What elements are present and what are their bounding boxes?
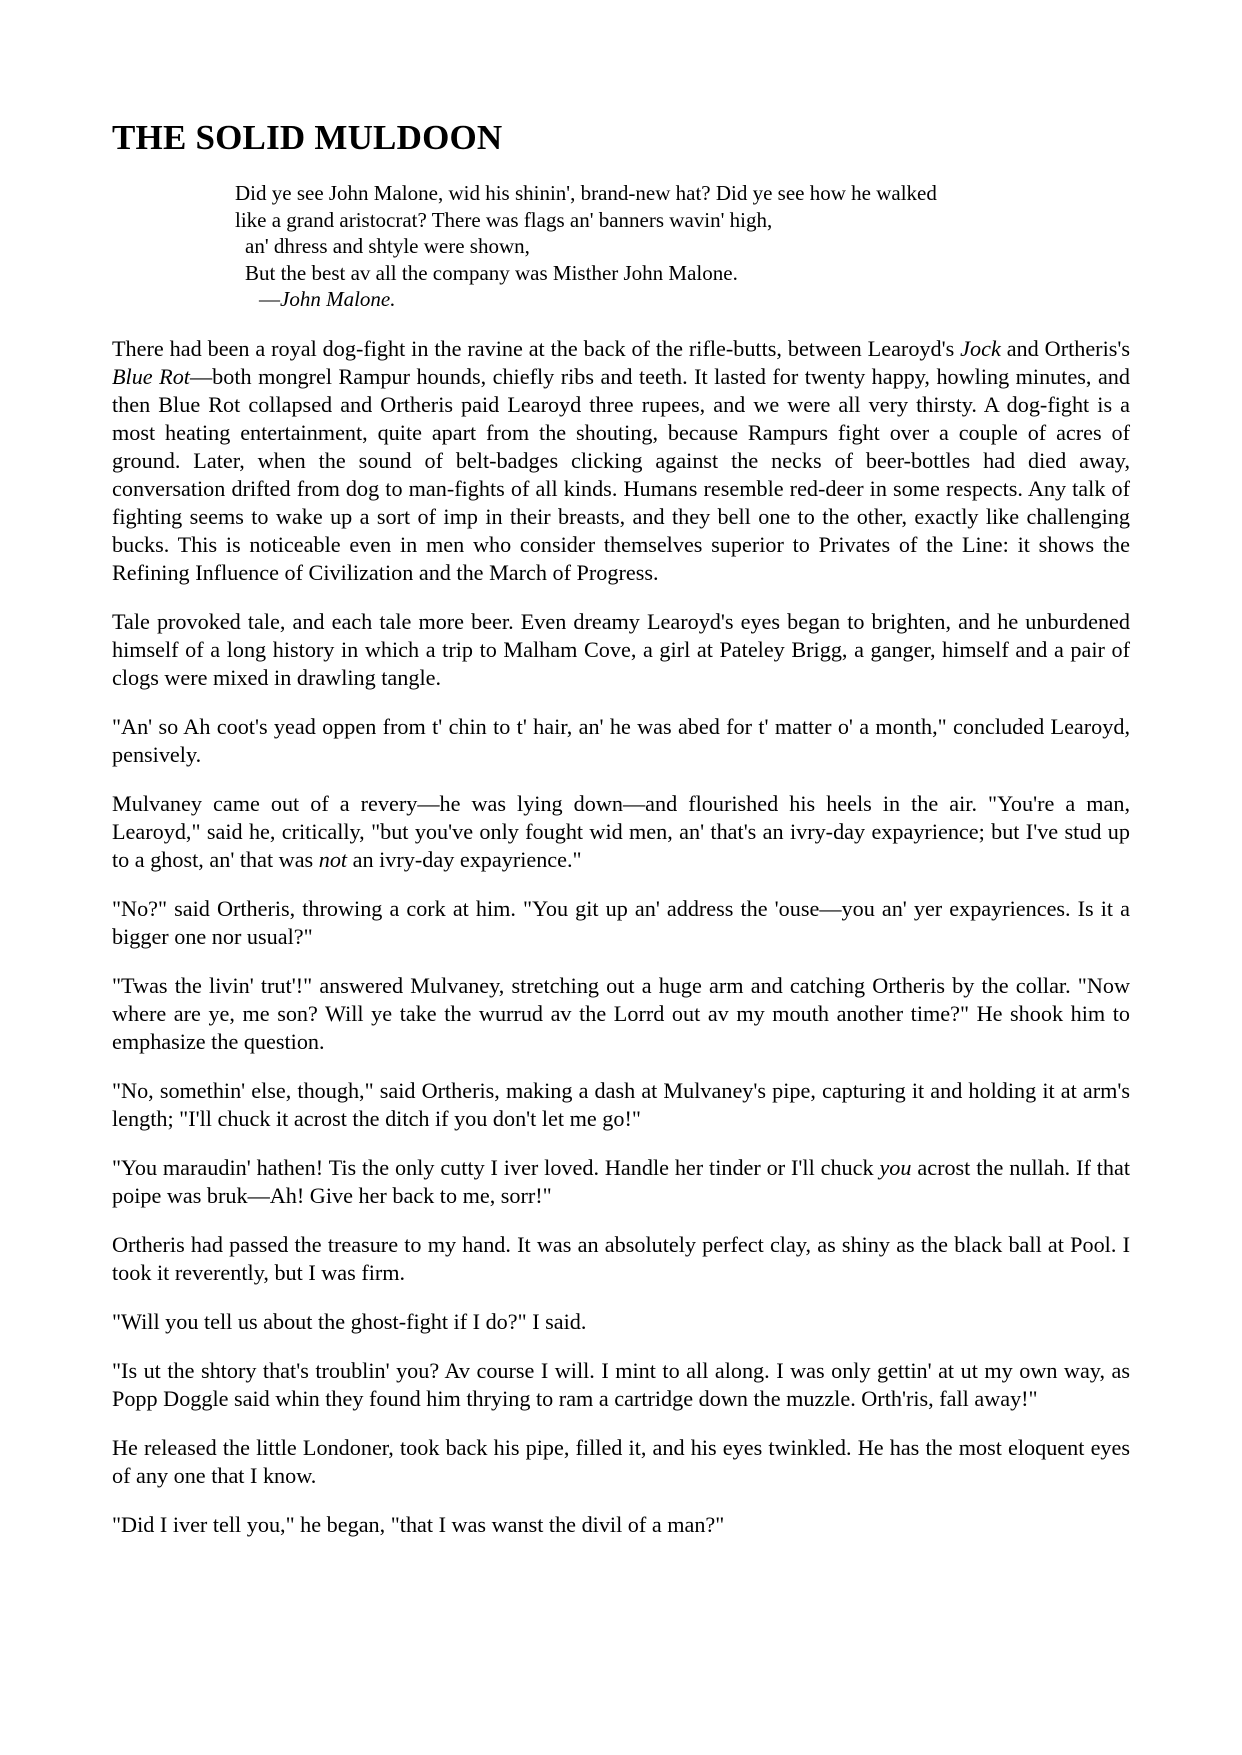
paragraph	[112, 335, 1130, 587]
paragraph-text: "You maraudin' hathen! Tis the only cutty I iver loved. Handle her tinder or I'll chuck	[112, 1154, 880, 1180]
epigraph-line: like a grand aristocrat? There was flags an' banners wavin' high,	[235, 207, 773, 232]
paragraph-text: Mulvaney came out of a revery—he was lying down—and flourished his heels in the air. "You're a man, Learoyd," said he, critically, "but you've only fought wid men, an' that's an ivry-day expayrience; but I've stud up to a ghost, an' that was	[112, 790, 1130, 872]
epigraph-line: an' dhress and shtyle were shown,	[245, 234, 530, 258]
paragraph	[112, 1308, 1130, 1336]
epigraph	[235, 180, 1130, 313]
epigraph-attribution	[235, 286, 1130, 313]
paragraph-text: "Did I iver tell you," he began, "that I was wanst the divil of a man?"	[112, 1511, 725, 1537]
paragraph	[112, 1434, 1130, 1490]
paragraph	[112, 608, 1130, 692]
paragraph	[112, 1154, 1130, 1210]
paragraph-text: "No, somethin' else, though," said Ortheris, making a dash at Mulvaney's pipe, capturing it and holding it at arm's length; "I'll chuck it acrost the ditch if you don't let me go!"	[112, 1077, 1130, 1131]
attribution-title: John Malone.	[280, 287, 396, 311]
paragraph-text: acrost the nullah. If that poipe was bruk—Ah! Give her back to me, sorr!"	[112, 1154, 1130, 1208]
dog-name: Blue Rot	[112, 363, 190, 389]
attribution-dash: —	[259, 287, 280, 311]
paragraph	[112, 1357, 1130, 1413]
paragraph	[112, 713, 1130, 769]
paragraph-text: "An' so Ah coot's yead oppen from t' chin to t' hair, an' he was abed for t' matter o' a month," concluded Learoyd, pensively.	[112, 713, 1130, 767]
emphasis: not	[318, 846, 348, 872]
paragraph-text: "Twas the livin' trut'!" answered Mulvaney, stretching out a huge arm and catching Ortheris by the collar. "Now where are ye, me son? Will ye take the wurrud av the Lorrd out av my mouth another time?" He shook him to emphasize the question.	[112, 972, 1130, 1054]
paragraph	[112, 790, 1130, 874]
paragraph	[112, 972, 1130, 1056]
paragraph-text: Tale provoked tale, and each tale more beer. Even dreamy Learoyd's eyes began to brighten, and he unburdened himself of a long history in which a trip to Malham Cove, a girl at Pateley Brigg, a ganger, himself and a pair of clogs were mixed in drawling tangle.	[112, 608, 1130, 690]
paragraph-text: "Will you tell us about the ghost-fight if I do?" I said.	[112, 1308, 587, 1334]
dog-name: Jock	[960, 335, 1001, 361]
epigraph-line: Did ye see John Malone, wid his shinin', brand-new hat? Did ye see how he walked	[235, 181, 937, 205]
paragraph-text: There had been a royal dog-fight in the ravine at the back of the rifle-butts, between Learoyd's	[112, 335, 961, 361]
epigraph-line: But the best av all the company was Misther John Malone.	[245, 260, 738, 285]
paragraph	[112, 1077, 1130, 1133]
paragraph-text: Ortheris had passed the treasure to my hand. It was an absolutely perfect clay, as shiny as the black ball at Pool. I took it reverently, but I was firm.	[112, 1231, 1130, 1285]
paragraph-text: "No?" said Ortheris, throwing a cork at him. "You git up an' address the 'ouse—you an' yer expayriences. Is it a bigger one nor usual?"	[112, 895, 1130, 949]
paragraph	[112, 1231, 1130, 1287]
paragraph-text: an ivry-day expayrience."	[347, 846, 582, 872]
paragraph-text: He released the little Londoner, took back his pipe, filled it, and his eyes twinkled. He has the most eloquent eyes of any one that I know.	[112, 1434, 1130, 1488]
paragraph-text: —both mongrel Rampur hounds, chiefly ribs and teeth. It lasted for twenty happy, howling minutes, and then Blue Rot collapsed and Ortheris paid Learoyd three rupees, and we were all very thirsty. A dog-fight is a most heating entertainment, quite apart from the shouting, because Rampurs fight over a couple of acres of ground. Later, when the sound of belt-badges clicking against the necks of beer-bottles had died away, conversation drifted from dog to man-fights of all kinds. Humans resemble red-deer in some respects. Any talk of fighting seems to wake up a sort of imp in their breasts, and they bell one to the other, exactly like challenging bucks. This is noticeable even in men who consider themselves superior to Privates of the Line: it shows the Refining Influence of Civilization and the March of Progress.	[112, 363, 1130, 585]
paragraph-text: and Ortheris's	[1000, 335, 1131, 361]
paragraph	[112, 895, 1130, 951]
document-page	[112, 118, 1130, 1560]
emphasis: you	[879, 1154, 912, 1180]
paragraph	[112, 1511, 1130, 1539]
paragraph-text: "Is ut the shtory that's troublin' you? Av course I will. I mint to all along. I was only gettin' at ut my own way, as Popp Doggle said whin they found him thrying to ram a cartridge down the muzzle. Orth'ris, fall away!"	[112, 1357, 1130, 1411]
chapter-title: THE SOLID MULDOON	[112, 118, 503, 157]
